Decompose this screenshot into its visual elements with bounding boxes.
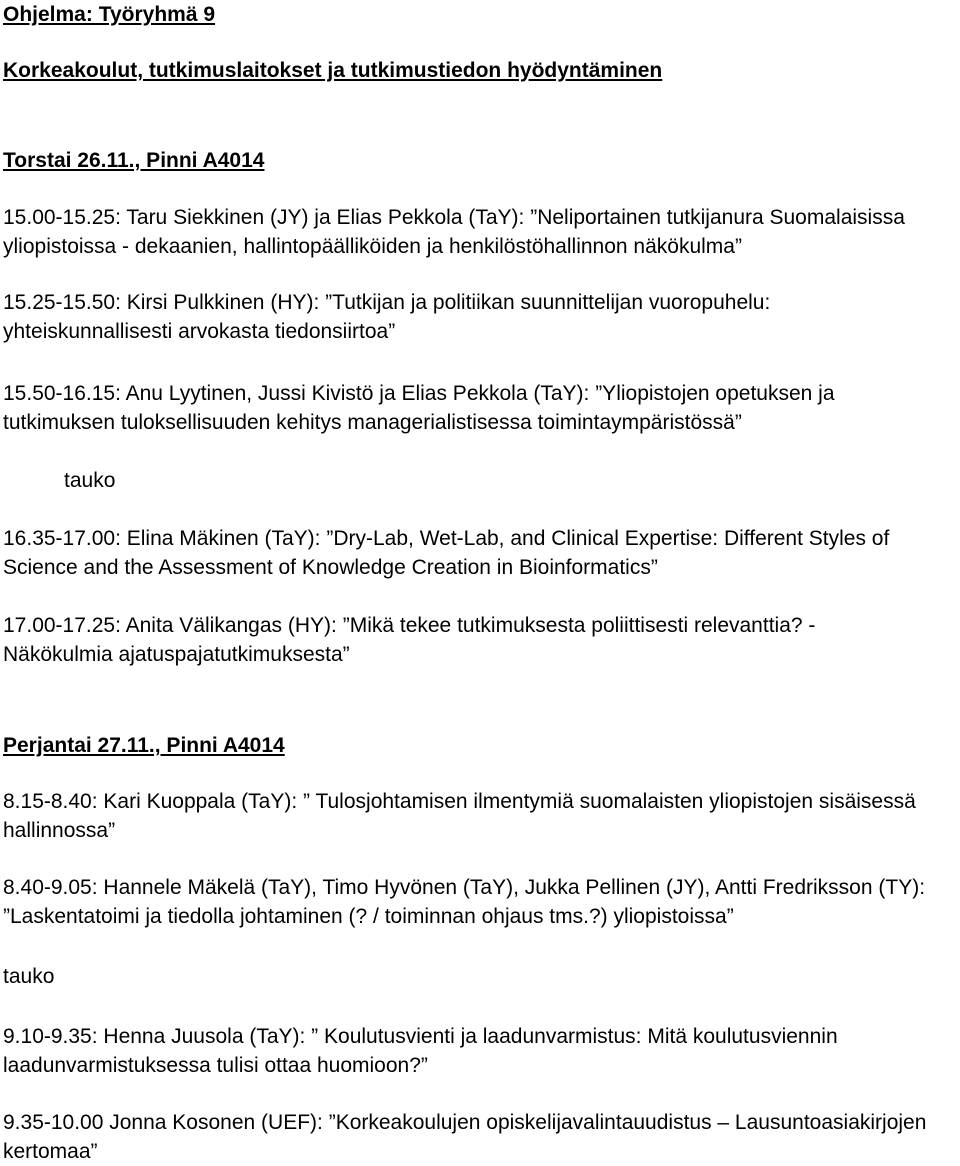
session-line: Science and the Assessment of Knowledge Creation in Bioinformatics” xyxy=(3,556,658,579)
session-item xyxy=(3,1022,958,1080)
session-line: 15.00-15.25: Taru Siekkinen (JY) ja Elias Pekkola (TaY): ”Neliportainen tutkijanura Suomalaisissa xyxy=(3,206,905,229)
group-title: Korkeakoulut, tutkimuslaitokset ja tutkimustiedon hyödyntäminen xyxy=(3,59,663,82)
session-item xyxy=(3,524,958,582)
session-item xyxy=(3,873,958,931)
session-item xyxy=(3,611,958,669)
session-line: ”Laskentatoimi ja tiedolla johtaminen (? / toiminnan ohjaus tms.?) yliopistoissa” xyxy=(3,905,734,928)
day-heading-thursday: Torstai 26.11., Pinni A4014 xyxy=(3,149,265,172)
session-line: 16.35-17.00: Elina Mäkinen (TaY): ”Dry-Lab, Wet-Lab, and Clinical Expertise: Different Styles of xyxy=(3,527,890,550)
break-item xyxy=(64,466,960,495)
day-heading-friday: Perjantai 27.11., Pinni A4014 xyxy=(3,734,285,757)
session-item xyxy=(3,1108,958,1166)
session-item xyxy=(3,203,958,261)
session-line: kertomaa” xyxy=(3,1140,98,1163)
session-line: 15.25-15.50: Kirsi Pulkkinen (HY): ”Tutkijan ja politiikan suunnittelijan vuoropuhelu: xyxy=(3,291,771,314)
session-line: yliopistoissa - dekaanien, hallintopäälliköiden ja henkilöstöhallinnon näkökulma” xyxy=(3,235,742,258)
session-line: hallinnossa” xyxy=(3,819,116,842)
session-line: yhteiskunnallisesti arvokasta tiedonsiirtoa” xyxy=(3,320,396,343)
session-line: 8.40-9.05: Hannele Mäkelä (TaY), Timo Hyvönen (TaY), Jukka Pellinen (JY), Antti Fredriksson (TY): xyxy=(3,876,926,899)
session-line: 8.15-8.40: Kari Kuoppala (TaY): ” Tulosjohtamisen ilmentymiä suomalaisten yliopistojen sisäisessä xyxy=(3,790,916,813)
session-item xyxy=(3,379,958,437)
program-title: Ohjelma: Työryhmä 9 xyxy=(3,3,216,26)
session-item xyxy=(3,787,958,845)
session-item xyxy=(3,288,958,346)
session-line: Näkökulmia ajatuspajatutkimuksesta” xyxy=(3,643,350,666)
session-line: 15.50-16.15: Anu Lyytinen, Jussi Kivistö ja Elias Pekkola (TaY): ”Yliopistojen opetuksen ja xyxy=(3,382,835,405)
break-item xyxy=(3,962,958,991)
session-line: 17.00-17.25: Anita Välikangas (HY): ”Mikä tekee tutkimuksesta poliittisesti relevanttia? - xyxy=(3,614,816,637)
break-label: tauko xyxy=(64,469,116,492)
session-line: 9.10-9.35: Henna Juusola (TaY): ” Koulutusvienti ja laadunvarmistus: Mitä koulutusviennin xyxy=(3,1025,838,1048)
session-line: 9.35-10.00 Jonna Kosonen (UEF): ”Korkeakoulujen opiskelijavalintauudistus – Lausuntoasiakirjojen xyxy=(3,1111,927,1134)
break-label: tauko xyxy=(3,965,55,988)
session-line: tutkimuksen tuloksellisuuden kehitys managerialistisessa toimintaympäristössä” xyxy=(3,411,742,434)
session-line: laadunvarmistuksessa tulisi ottaa huomioon?” xyxy=(3,1054,428,1077)
